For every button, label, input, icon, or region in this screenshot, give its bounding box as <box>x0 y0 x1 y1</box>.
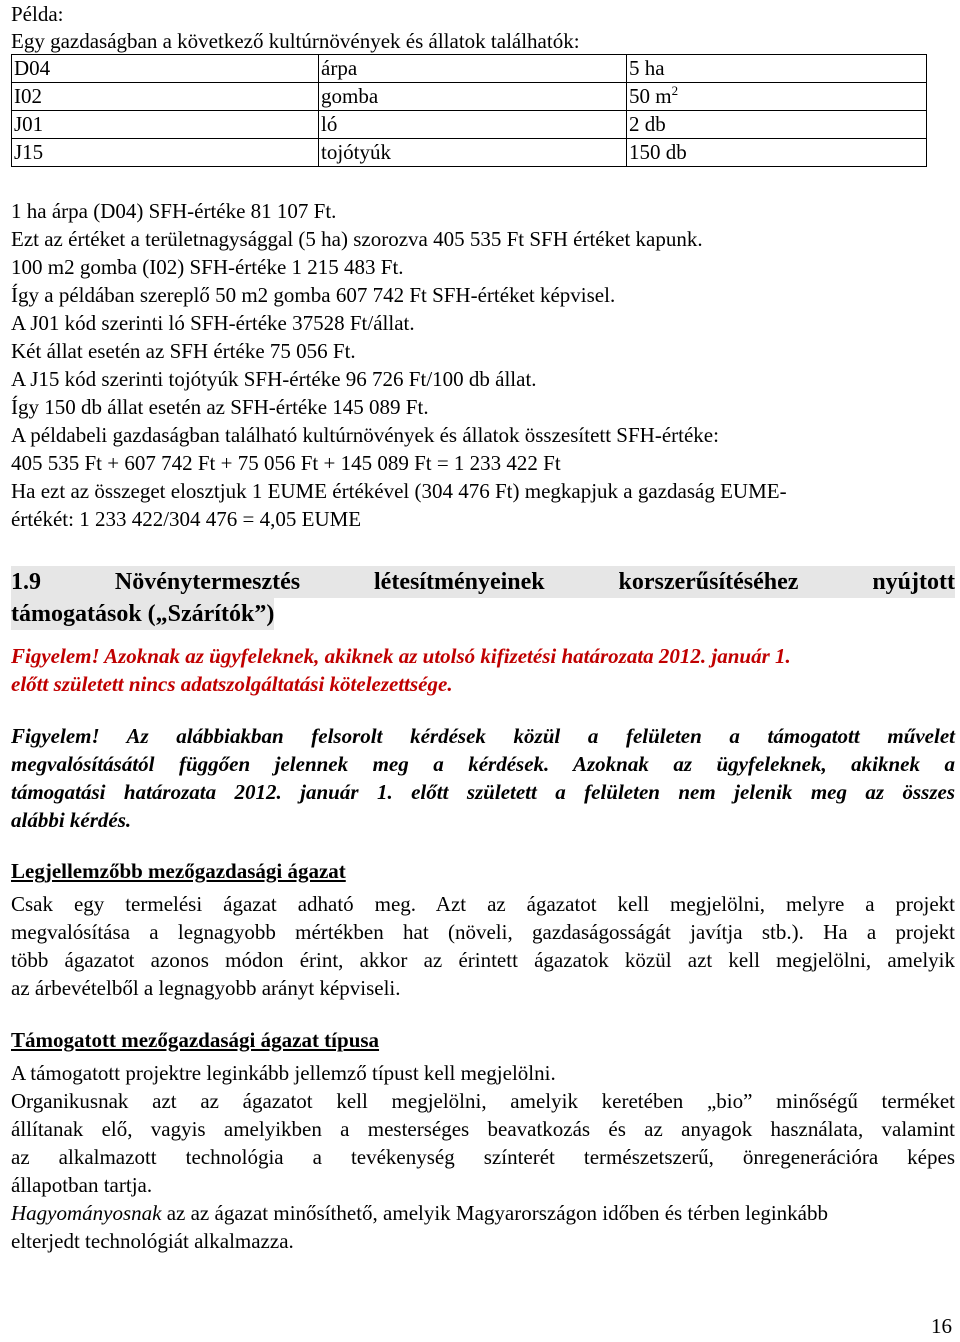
warning-questions <box>11 722 955 834</box>
calc-line: 1 ha árpa (D04) SFH-értéke 81 107 Ft. <box>11 199 337 223</box>
line-text: az az ágazat minősíthető, amelyik Magyarországon időben és térben leginkább <box>161 1201 828 1225</box>
section-heading <box>11 566 955 630</box>
paragraph-main-sector <box>11 890 955 1002</box>
table-row <box>12 111 927 139</box>
warning-line: alábbi kérdés. <box>11 808 132 832</box>
crop-animal-table <box>11 54 927 167</box>
paragraph-line: több ágazatot azonos módon érint, akkor az érintett ágazatok közül azt kell megjelölni, amelyik <box>11 948 955 972</box>
table-cell-qty: 150 db <box>627 139 927 167</box>
heading-word: Növénytermesztés <box>114 569 301 595</box>
table-cell-code: J01 <box>12 111 319 139</box>
qty-value: 50 m <box>629 84 672 108</box>
paragraph-line: elterjedt technológiát alkalmazza. <box>11 1229 294 1253</box>
intro-sentence: Egy gazdaságban a következő kultúrnövények és állatok találhatók: <box>11 29 580 53</box>
calc-line: A J15 kód szerinti tojótyúk SFH-értéke 96 726 Ft/100 db állat. <box>11 367 537 391</box>
paragraph-line: állítanak elő, vagyis amelyikben a mesterséges beavatkozás és az anyagok használata, valamint <box>11 1117 955 1141</box>
heading-line-2: támogatások („Szárítók”) <box>11 598 274 630</box>
calc-line: Két állat esetén az SFH értéke 75 056 Ft. <box>11 339 356 363</box>
calc-line: 100 m2 gomba (I02) SFH-értéke 1 215 483 Ft. <box>11 255 404 279</box>
calc-line: Így 150 db állat esetén az SFH-értéke 145 089 Ft. <box>11 395 429 419</box>
calc-line: értékét: 1 233 422/304 476 = 4,05 EUME <box>11 507 362 531</box>
heading-word: nyújtott <box>872 569 955 595</box>
warning-text: előtt született nincs adatszolgáltatási kötelezettsége. <box>11 672 453 696</box>
heading-word: létesítményeinek <box>374 569 545 595</box>
warning-text: Azoknak az ügyfeleknek, akiknek az utolsó kifizetési határozata 2012. január 1. <box>99 644 791 668</box>
table-cell-code: I02 <box>12 83 319 111</box>
table-cell-qty: 2 db <box>627 111 927 139</box>
example-label: Példa: <box>11 2 64 26</box>
page-number: 16 <box>931 1314 952 1338</box>
warning-line: Figyelem! Az alábbiakban felsorolt kérdések közül a felületen a támogatott művelet <box>11 724 955 748</box>
paragraph-line: az alkalmazott technológia a tevékenység színterét természetszerű, önregenerációra képes <box>11 1145 955 1169</box>
paragraph-line: Csak egy termelési ágazat adható meg. Azt az ágazatot kell megjelölni, melyre a projekt <box>11 892 955 916</box>
calc-line: Ha ezt az összeget elosztjuk 1 EUME értékével (304 476 Ft) megkapjuk a gazdaság EUME- <box>11 479 787 503</box>
table-row <box>12 83 927 111</box>
table-cell-name: ló <box>319 111 627 139</box>
paragraph-line: az árbevételből a legnagyobb arányt képviseli. <box>11 976 401 1000</box>
heading-word: 1.9 <box>11 569 41 595</box>
calc-line: A J01 kód szerinti ló SFH-értéke 37528 Ft/állat. <box>11 311 415 335</box>
table-cell-qty: 5 ha <box>627 55 927 83</box>
warning-line: támogatási határozata 2012. január 1. előtt született a felületen nem jelenik meg az összes <box>11 780 955 804</box>
calc-line: Ezt az értéket a területnagysággal (5 ha) szorozva 405 535 Ft SFH értéket kapunk. <box>11 227 703 251</box>
warning-unregistered <box>11 642 955 698</box>
calculation-block <box>11 197 787 533</box>
paragraph-line: megvalósítása a legnagyobb mértékben hat (növeli, gazdaságosságát javítja stb.). Ha a projekt <box>11 920 955 944</box>
table-row <box>12 139 927 167</box>
calc-line: 405 535 Ft + 607 742 Ft + 75 056 Ft + 145 089 Ft = 1 233 422 Ft <box>11 451 561 475</box>
table-cell-code: D04 <box>12 55 319 83</box>
table-cell-name: árpa <box>319 55 627 83</box>
table-cell-name: tojótyúk <box>319 139 627 167</box>
paragraph-sector-type <box>11 1059 955 1255</box>
table-cell-name: gomba <box>319 83 627 111</box>
qty-superscript: 2 <box>671 83 679 98</box>
table-row <box>12 55 927 83</box>
calc-line: Így a példában szereplő 50 m2 gomba 607 742 Ft SFH-értéket képvisel. <box>11 283 616 307</box>
calc-line: A példabeli gazdaságban található kultúrnövények és állatok összesített SFH-értéke: <box>11 423 719 447</box>
subheading-main-sector: Legjellemzőbb mezőgazdasági ágazat <box>11 859 346 883</box>
heading-word: korszerűsítéséhez <box>618 569 799 595</box>
paragraph-line: A támogatott projektre leginkább jellemző típust kell megjelölni. <box>11 1061 556 1085</box>
warning-line: megvalósításától függően jelennek meg a kérdések. Azoknak az ügyfeleknek, akiknek a <box>11 752 955 776</box>
table-cell-code: J15 <box>12 139 319 167</box>
subheading-sector-type: Támogatott mezőgazdasági ágazat típusa <box>11 1028 380 1052</box>
italic-term: Hagyományosnak <box>11 1201 162 1225</box>
warning-label: Figyelem! <box>11 644 100 668</box>
paragraph-line: Organikusnak azt az ágazatot kell megjelölni, amelyik keretében „bio” minőségű terméket <box>11 1089 955 1113</box>
table-cell-qty <box>627 83 927 111</box>
paragraph-line: állapotban tartja. <box>11 1173 153 1197</box>
paragraph-line <box>11 1199 955 1227</box>
